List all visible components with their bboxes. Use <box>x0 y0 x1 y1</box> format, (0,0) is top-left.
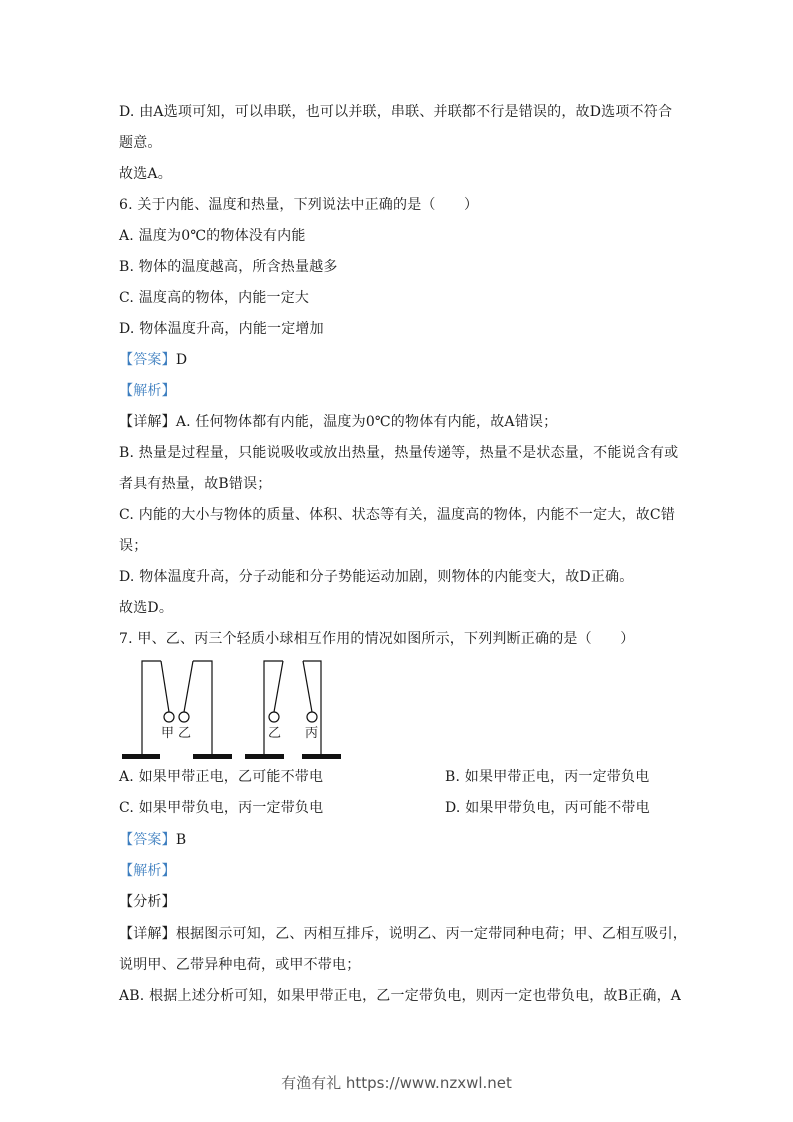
detail-tag: 【详解】 <box>119 926 176 942</box>
answer-value: D <box>175 352 188 368</box>
question-6-detail-line: 者具有热量，故B错误； <box>119 476 272 492</box>
question-6-option-a: A. 温度为0℃的物体没有内能 <box>119 228 306 244</box>
question-7-option-b: B. 如果甲带正电，丙一定带负电 <box>445 769 650 785</box>
question-7-detail-line: 说明甲、乙带异种电荷，或甲不带电； <box>119 957 361 973</box>
question-6-option-d: D. 物体温度升高，内能一定增加 <box>119 321 324 337</box>
text-line: 题意。 <box>119 135 162 151</box>
question-7-option-a: A. 如果甲带正电，乙可能不带电 <box>119 769 324 785</box>
question-6-option-c: C. 温度高的物体，内能一定大 <box>119 290 310 306</box>
question-6-stem: 6. 关于内能、温度和热量，下列说法中正确的是（ ） <box>119 197 479 213</box>
label-jia: 甲 <box>161 726 175 741</box>
text-line: 故选A。 <box>119 166 172 182</box>
question-7-stem: 7. 甲、乙、丙三个轻质小球相互作用的情况如图所示，下列判断正确的是（ ） <box>119 631 635 647</box>
label-yi: 乙 <box>268 726 282 741</box>
detail-text: 根据图示可知，乙、丙相互排斥，说明乙、丙一定带同种电荷；甲、乙相互吸引， <box>175 926 688 942</box>
question-6-detail-line: 误； <box>119 538 148 554</box>
question-6-detail-line: C. 内能的大小与物体的质量、体积、状态等有关，温度高的物体，内能不一定大，故C错 <box>119 507 676 523</box>
question-7-answer <box>119 832 186 848</box>
question-7-option-d: D. 如果甲带负电，丙可能不带电 <box>445 800 650 816</box>
question-6-detail-line: 故选D。 <box>119 600 174 616</box>
detail-tag: 【详解】 <box>119 414 176 430</box>
question-7-analysis2 <box>119 894 176 910</box>
question-7-detail-line <box>119 926 687 942</box>
question-7-analysis <box>119 863 176 879</box>
question-6-detail-line: D. 物体温度升高，分子动能和分子势能运动加剧，则物体的内能变大，故D正确。 <box>119 569 634 585</box>
question-7-option-c: C. 如果甲带负电，丙一定带负电 <box>119 800 324 816</box>
question-6-answer <box>119 352 187 368</box>
answer-tag: 【答案】 <box>119 352 176 368</box>
analysis-tag: 【解析】 <box>119 863 176 879</box>
text-line: D. 由A选项可知，可以串联，也可以并联，串联、并联都不行是错误的，故D选项不符合 <box>119 104 673 120</box>
analysis-tag: 【解析】 <box>119 383 176 399</box>
question-7-detail-line: AB. 根据上述分析可知，如果甲带正电，乙一定带负电，则丙一定也带负电，故B正确，A <box>119 988 682 1004</box>
question-6-detail-line: B. 热量是过程量，只能说吸收或放出热量，热量传递等，热量不是状态量，不能说含有或 <box>119 445 679 461</box>
detail-text: A. 任何物体都有内能，温度为0℃的物体有内能，故A错误； <box>175 414 558 430</box>
footer-watermark: 有渔有礼 https://www.nzxwl.net <box>281 1074 512 1092</box>
label-bing: 丙 <box>305 726 319 741</box>
question-6-detail-line <box>119 414 557 430</box>
answer-tag: 【答案】 <box>119 832 176 848</box>
analysis2-tag: 【分析】 <box>119 894 176 910</box>
label-yi: 乙 <box>178 726 192 741</box>
question-6-analysis <box>119 383 176 399</box>
answer-value: B <box>175 832 187 848</box>
question-6-option-b: B. 物体的温度越高，所含热量越多 <box>119 259 338 275</box>
